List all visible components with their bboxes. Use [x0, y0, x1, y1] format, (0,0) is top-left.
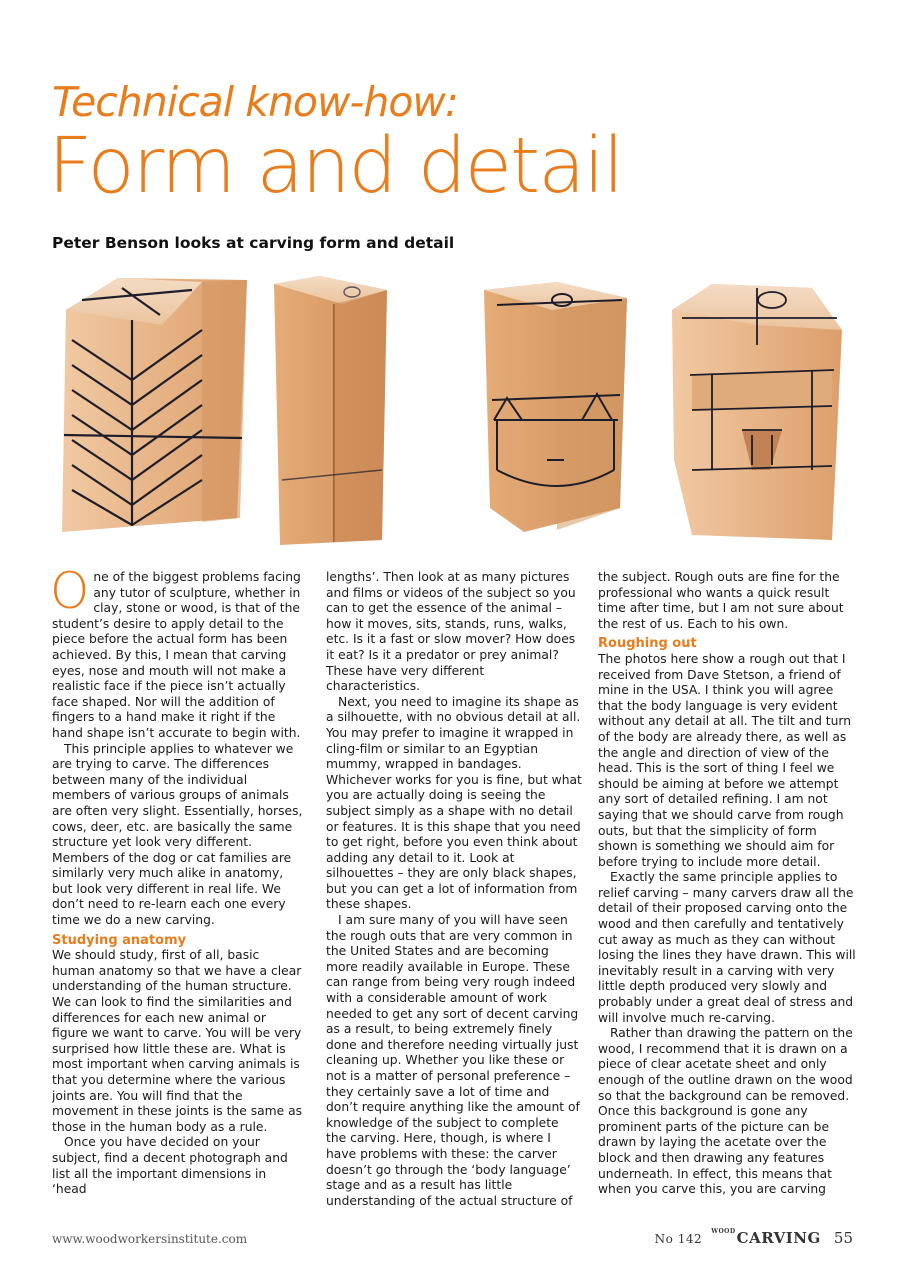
paragraph: Next, you need to imagine its shape as a silhouette, with no obvious detail at all. You may prefer to imagine it wrapped in cling-film or similar to an Egyptian mummy, wrapped in bandages. Whichever works for you is fine, but what you are actually doing is seeing the subject simply as a shape with no detail or features. It is this shape that you need to get right, before you even think about adding any detail to it. Look at silhouettes – they are only black shapes, but you can get a lot of information from these shapes.	[326, 694, 582, 912]
paragraph: This principle applies to whatever we are trying to carve. The differences between many of the individual members of various groups of animals are often very slight. Essentially, horses, cows, deer, etc. are basically the same structure yet look very different. Members of the dog or cat families are similarly very much alike in anatomy, but look very different in real life. We don’t need to re-learn each one every time we do a new carving.	[52, 741, 303, 928]
article-column-1	[50, 562, 304, 1198]
rough-out-3-photo	[484, 282, 627, 532]
magazine-title: CARVING	[736, 1229, 821, 1247]
paragraph: Rather than drawing the pattern on the wood, I recommend that it is drawn on a piece of clear acetate sheet and only enough of the outline drawn on the wood so that the background can be removed. Once this background is gone any prominent parts of the picture can be drawn by laying the acetate over the block and then drawing any features underneath. In effect, this means that when you carve this, you are carving	[598, 1026, 853, 1197]
website-link[interactable]: www.woodworkersinstitute.com	[52, 1232, 248, 1246]
section-heading: Studying anatomy	[52, 932, 187, 948]
rough-outs-figure	[52, 270, 857, 560]
issue-number: No 142	[654, 1232, 703, 1246]
section-heading: Roughing out	[598, 636, 697, 652]
paragraph-text: ne of the biggest problems facing any tutor of sculpture, whether in clay, stone or wood, is that of the student’s desire to apply detail to the piece before the actual form has been achieved. By this, I mean that carving eyes, nose and mouth will not make a realistic face if the piece isn’t actually face shaped. Nor will the addition of fingers to a hand make it right if the hand shape isn’t accurate to begin with.	[52, 570, 301, 740]
paragraph: the subject. Rough outs are fine for the professional who wants a quick result time after time, but I am not sure about the rest of us. Each to his own.	[598, 570, 844, 631]
drop-cap: O	[50, 562, 90, 620]
paragraph: lengths’. Then look at as many pictures and films or videos of the subject so you can to get the essence of the animal – how it moves, sits, stands, runs, walks, etc. Is it a fast or slow mover? How does it eat? Is it a predator or prey animal? These have very different characteristics.	[326, 570, 576, 694]
photo-strip	[52, 270, 857, 560]
rough-out-4-photo	[672, 284, 842, 540]
paragraph	[50, 562, 304, 742]
magazine-prefix: WOOD	[711, 1228, 736, 1235]
folio	[655, 1228, 853, 1247]
paragraph: Once you have decided on your subject, find a decent photograph and list all the important dimensions in ‘head	[52, 1135, 288, 1197]
paragraph: We should study, first of all, basic human anatomy so that we have a clear understanding of the human structure. We can look to find the similarities and differences for each new animal or figure we want to carve. You will be very surprised how little these are. What is most important when carving animals is that you determine where the various joints are. You will find that the movement in these joints is the same as those in the human body as a rule.	[52, 948, 303, 1134]
article-column-3	[598, 570, 856, 1198]
article-column-2	[326, 570, 582, 1209]
magazine-name	[711, 1229, 821, 1247]
paragraph: Exactly the same principle applies to relief carving – many carvers draw all the detail of their proposed carving onto the wood and then carefully and tentatively cut away as much as they can without losing the lines they have drawn. This will inevitably result in a carving with very little depth produced very slowly and probably under a great deal of stress and will involve much re-carving.	[598, 870, 856, 1025]
paragraph: The photos here show a rough out that I received from Dave Stetson, a friend of mine in the USA. I think you will agree that the body language is very evident without any detail at all. The tilt and turn of the body are already there, as well as the angle and direction of view of the head. This is the sort of thing I feel we should be aiming at before we attempt any sort of detailed refining. I am not saying that we should carve from rough outs, but that the simplicity of form shown is something we should aim for before trying to include more detail.	[598, 651, 852, 869]
rough-out-2-photo	[274, 276, 387, 545]
paragraph: I am sure many of you will have seen the rough outs that are very common in the United States and are becoming more readily available in Europe. These can range from being very rough indeed with a considerable amount of work needed to get any sort of decent carving as a result, to being extremely finely done and therefore needing virtually just cleaning up. Whether you like these or not is a matter of personal preference – they certainly save a lot of time and don’t require anything like the amount of knowledge of the subject to complete the carving. Here, though, is where I have problems with these: the carver doesn’t go through the ‘body language’ stage and as a result has little understanding of the actual structure of	[326, 913, 580, 1208]
rough-out-1-photo	[62, 278, 247, 532]
page-title: Form and detail	[48, 122, 623, 211]
byline: Peter Benson looks at carving form and detail	[52, 234, 455, 252]
page-number: 55	[833, 1229, 853, 1247]
kicker: Technical know-how:	[52, 78, 458, 126]
